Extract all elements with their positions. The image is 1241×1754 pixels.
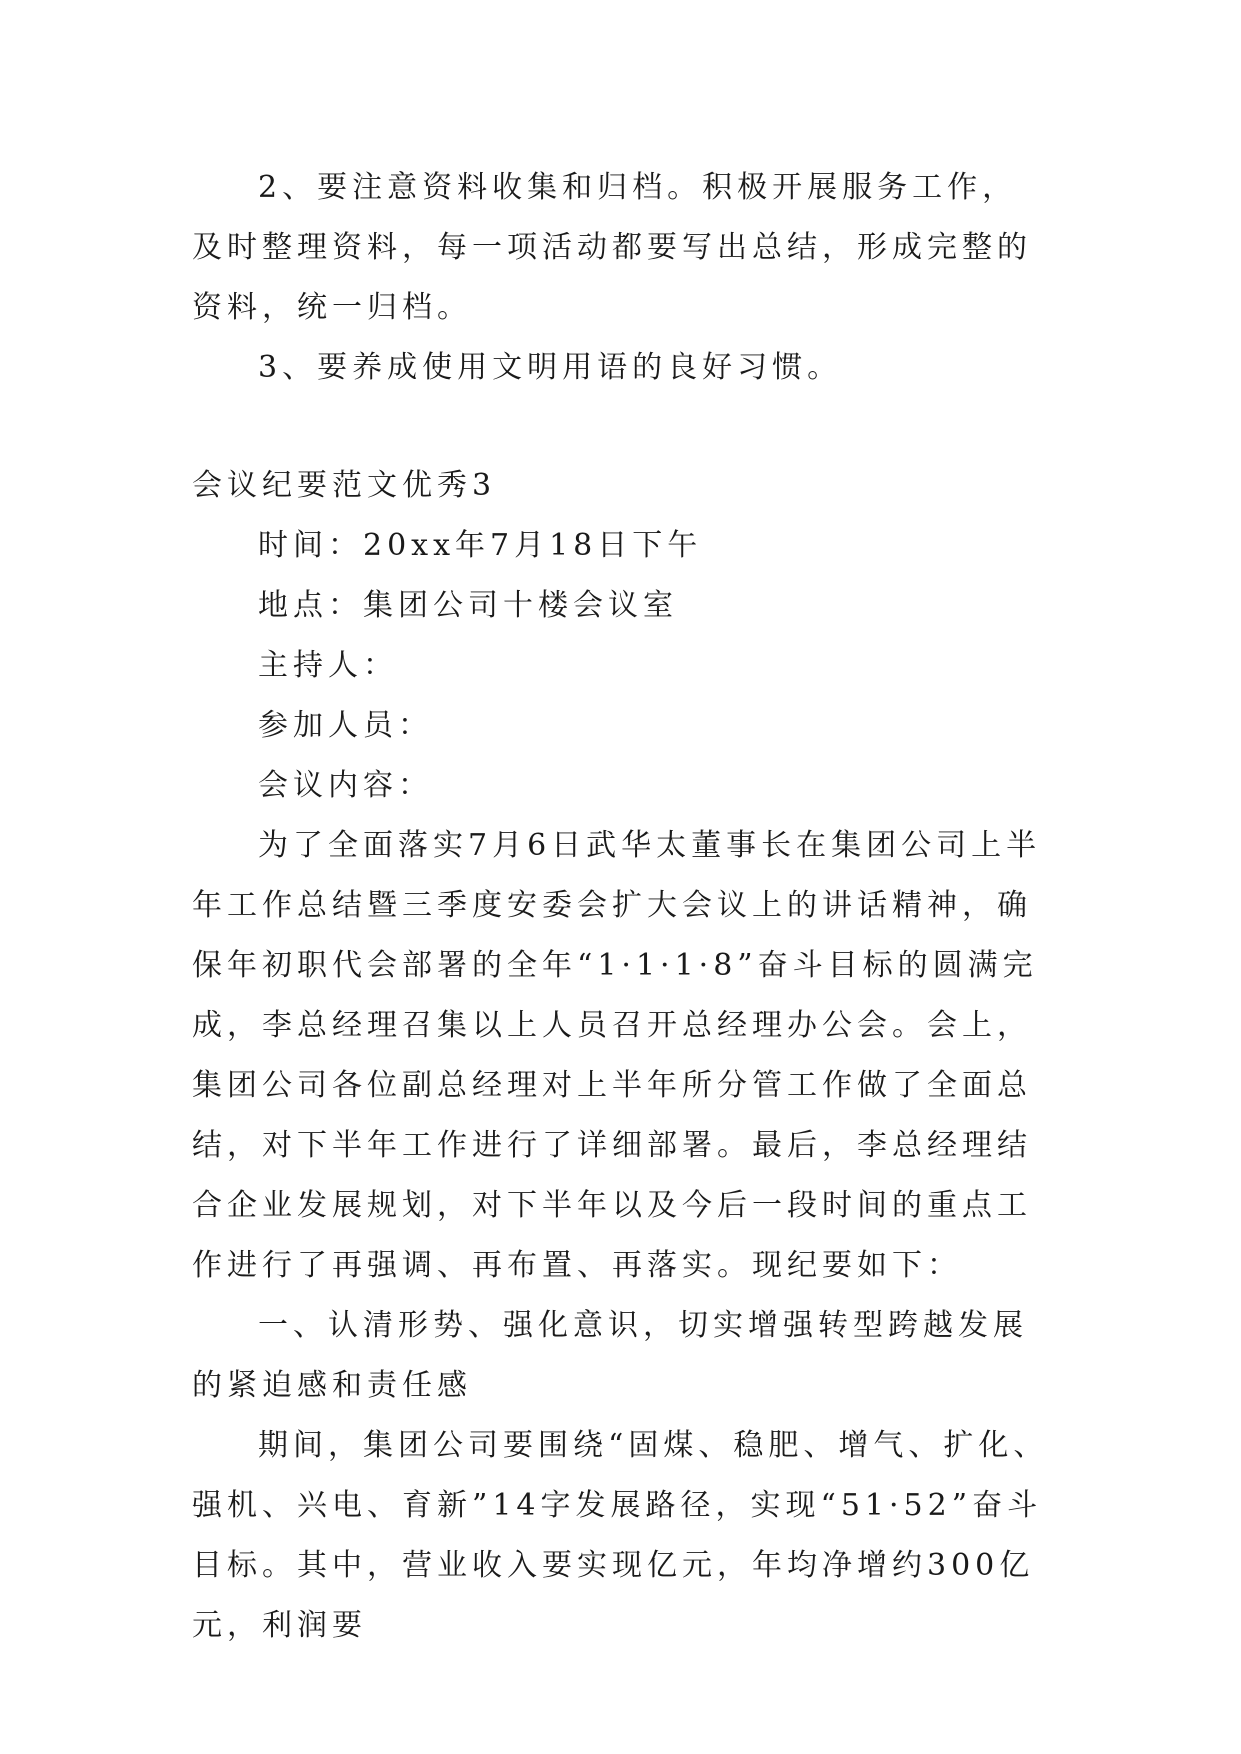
paragraph-item-3: 3、要养成使用文明用语的良好习惯。 (258, 350, 843, 385)
meeting-host: 主持人： (258, 648, 398, 683)
period-paragraph: 期间，集团公司要围绕“固煤、稳肥、增气、扩化、强机、兴电、育新”14字发展路径，实现“51·52”奋斗目标。其中，营业收入要实现亿元，年均净增约300亿元，利润要 (192, 1428, 1049, 1643)
meeting-attendees: 参加人员： (258, 708, 433, 743)
section-title: 会议纪要范文优秀3 (192, 468, 497, 503)
meeting-time: 时间：20xx年7月18日下午 (258, 528, 703, 563)
intro-paragraph: 为了全面落实7月6日武华太董事长在集团公司上半年工作总结暨三季度安委会扩大会议上的讲话精神，确保年初职代会部署的全年“1·1·1·8”奋斗目标的圆满完成，李总经理召集以上人员召开总经理办公会。会上，集团公司各位副总经理对上半年所分管工作做了全面总结，对下半年工作进行了详细部署。最后，李总经理结合企业发展规划，对下半年以及今后一段时间的重点工作进行了再强调、再布置、再落实。现纪要如下： (192, 828, 1042, 1283)
meeting-location: 地点：集团公司十楼会议室 (258, 588, 678, 623)
paragraph-item-2: 2、要注意资料收集和归档。积极开展服务工作，及时整理资料，每一项活动都要写出总结，形成完整的资料，统一归档。 (192, 170, 1032, 325)
heading-1: 一、认清形势、强化意识，切实增强转型跨越发展的紧迫感和责任感 (192, 1308, 1028, 1403)
document-body (192, 158, 1052, 1656)
meeting-content-label: 会议内容： (258, 768, 433, 803)
section-gap (192, 398, 1052, 456)
